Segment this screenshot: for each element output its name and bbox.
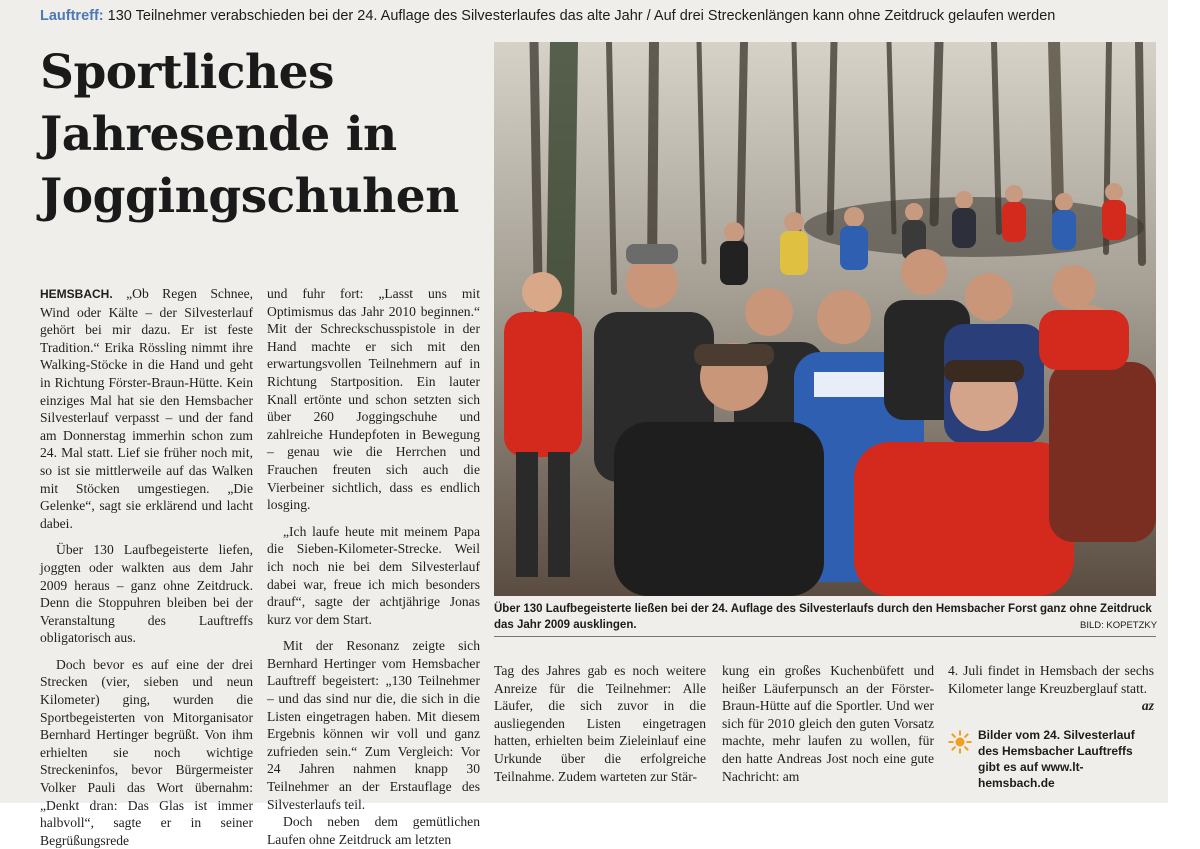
dateline: HEMSBACH. [40, 287, 113, 301]
article-column-4 [722, 662, 934, 785]
paragraph-text: „Ob Regen Schnee, Wind oder Kälte – der Silvesterlauf gehört bei mir dazu. Er ist feste Tradition.“ Erika Rössling nimmt ihre Walking-Stöcke in die Hand und geht in Richtung Förster-Braun-Hütte. Kein einziges Mal hat sie den Hemsbacher Silvesterlauf verpasst – und der fand am Donnerstag immerhin schon zum 24. Mal statt. Lief sie früher noch mit, so ist sie mittlerweile auf das Walken mit Stöcken umgestiegen. „Die Gelenke“, sagt sie erklärend und lacht dabei. [40, 286, 253, 531]
article-column-5 [948, 662, 1154, 715]
author-signature: az [1141, 698, 1154, 714]
headline-line-1: Sportliches [40, 45, 334, 100]
paragraph-text: 4. Juli findet in Hemsbach der sechs Kilometer lange Kreuzberglauf statt. [948, 663, 1154, 696]
paragraph [40, 285, 253, 532]
photo-illustration [494, 42, 1156, 596]
paragraph: Über 130 Laufbegeisterte liefen, joggten oder walkten aus dem Jahr 2009 heraus – ganz ohne Zeitdruck. Denn die Stoppuhren bleiben bei der Veranstaltung des Lauftreffs obligatorisch aus. [40, 542, 253, 646]
paragraph: Doch bevor es auf eine der drei Strecken (vier, sieben und neun Kilometer) ging, wurden die Sportbegeisterten von Mitorganisator Bernhard Hertinger begrüßt. Von ihm erhielten sie noch wichtige Streckeninfos, bevor Bürgermeister Volker Pauli das Wort übernahm: „Denkt dran: Das Glas ist immer halbvoll“, sagte er in seiner Begrüßungsrede [40, 656, 253, 848]
article-column-2 [267, 285, 480, 848]
photo-caption: Über 130 Laufbegeisterte ließen bei der 24. Auflage des Silvesterlaufs durch den Hemsbacher Forst ganz ohne Zeitdruck das Jahr 2009 ausklingen. [494, 603, 1152, 631]
headline-line-3: Joggingschuhen [40, 169, 459, 224]
caption-divider [494, 636, 1156, 637]
paragraph: „Ich laufe heute mit meinem Papa die Sieben-Kilometer-Strecke. Weil ich noch nie bei dem Silvesterlauf dabei war, freue ich mich besonders drauf“, sagte der achtjährige Jonas kurz vor dem Start. [267, 523, 480, 627]
photo-credit: BILD: KOPETZKY [1080, 620, 1158, 631]
paragraph: kung ein großes Kuchenbüfett und heißer Läuferpunsch an der Förster-Braun-Hütte auf die Sportler. Und wer sich für 2010 gleich den guten Vorsatz machte, mehr laufen zu wollen, für den hatte Andreas Jost noch eine gute Nachricht: am [722, 663, 934, 784]
kicker [40, 8, 1140, 24]
sun-icon [948, 730, 972, 754]
kicker-text: 130 Teilnehmer verabschieden bei der 24. Auflage des Silvesterlaufes das alte Jahr / Auf drei Streckenlängen kann ohne Zeitdruck gelaufen werden [107, 8, 1056, 24]
paragraph [948, 662, 1154, 714]
headline [40, 42, 490, 228]
promo-text: Bilder vom 24. Silvesterlauf des Hemsbacher Lauftreffs gibt es auf www.lt-hemsbach.de [978, 728, 1135, 790]
paragraph: und fuhr fort: „Lasst uns mit Optimismus das Jahr 2010 beginnen.“ Mit der Schreckschusspistole in der Hand machte er sich mit den erwartungsvollen Teilnehmern auf in Richtung Startposition. Ein lauter Knall ertönte und schon setzten sich über 260 Joggingschuhe und zahlreiche Hundepfoten in Bewegung – genau wie die Herrchen und Frauchen freuten sich auch die Vierbeiner sichtlich, dass es endlich losging. [267, 286, 480, 513]
kicker-label: Lauftreff: [40, 8, 104, 24]
article-column-3 [494, 662, 706, 785]
paragraph: Tag des Jahres gab es noch weitere Anreize für die Teilnehmer: Alle Läufer, die sich zuvor in die ausliegenden Listen eingetragen hatten, erhielten beim Zieleinlauf eine Urkunde über die erfolgreiche Teilnahme. Zudem warteten zur Stär- [494, 663, 706, 784]
paragraph: Doch neben dem gemütlichen Laufen ohne Zeitdruck am letzten [267, 814, 480, 847]
headline-line-2: Jahresende in [40, 107, 397, 162]
article-column-1 [40, 285, 253, 849]
promo-box [948, 727, 1158, 791]
paragraph: Mit der Resonanz zeigte sich Bernhard Hertinger vom Hemsbacher Lauftreff begeistert: „130 Teilnehmer – und das sind nur die, die sich in die Listen eingetragen haben. Mit diesem Ergebnis können wir voll und ganz zufrieden sein.“ Zum Vergleich: Vor 24 Jahren nahmen knapp 30 Teilnehmer an der Erstauflage des Silvesterlaufs teil. [267, 638, 480, 812]
scan-margin [1168, 0, 1200, 803]
photo-runners-forest [494, 42, 1156, 596]
